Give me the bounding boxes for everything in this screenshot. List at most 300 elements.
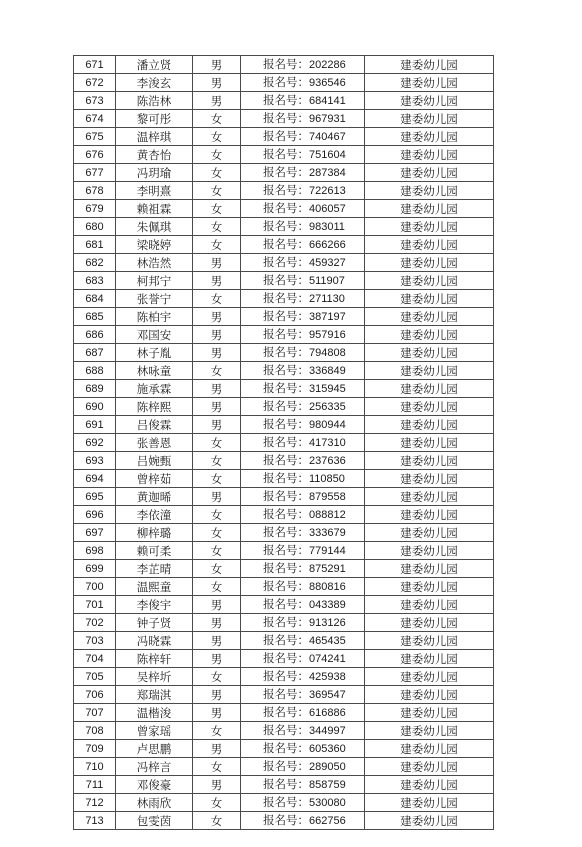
registration-label: 报名号：: [263, 795, 309, 809]
table-row: [74, 128, 494, 146]
registration-cell: [241, 146, 365, 164]
registration-label: 报名号：: [263, 705, 309, 719]
school-cell: 建委幼儿园: [365, 128, 494, 146]
student-name-cell: 温熙童: [116, 578, 193, 596]
registration-cell: [241, 722, 365, 740]
student-name-cell: 曾家瑶: [116, 722, 193, 740]
gender-cell: 女: [193, 758, 241, 776]
row-number-cell: 696: [74, 506, 116, 524]
row-number-cell: 712: [74, 794, 116, 812]
registration-cell: [241, 506, 365, 524]
registration-label: 报名号：: [263, 111, 309, 125]
table-row: [74, 722, 494, 740]
row-number-cell: 690: [74, 398, 116, 416]
school-cell: 建委幼儿园: [365, 758, 494, 776]
registration-label: 报名号：: [263, 561, 309, 575]
registration-label: 报名号：: [263, 129, 309, 143]
registration-label: 报名号：: [263, 93, 309, 107]
gender-cell: 女: [193, 542, 241, 560]
student-name-cell: 林雨欣: [116, 794, 193, 812]
registration-cell: [241, 524, 365, 542]
row-number-cell: 691: [74, 416, 116, 434]
school-cell: 建委幼儿园: [365, 722, 494, 740]
gender-cell: 女: [193, 290, 241, 308]
registration-cell: [241, 578, 365, 596]
registration-cell: [241, 704, 365, 722]
gender-cell: 女: [193, 470, 241, 488]
table-row: [74, 740, 494, 758]
registration-cell: [241, 740, 365, 758]
school-cell: 建委幼儿园: [365, 434, 494, 452]
registration-label: 报名号：: [263, 723, 309, 737]
registration-number: 333679: [309, 527, 346, 539]
table-row: [74, 290, 494, 308]
registration-number: 880816: [309, 581, 346, 593]
registration-number: 315945: [309, 383, 346, 395]
gender-cell: 男: [193, 614, 241, 632]
table-row: [74, 668, 494, 686]
gender-cell: 男: [193, 686, 241, 704]
registration-number: 043389: [309, 599, 346, 611]
registration-label: 报名号：: [263, 759, 309, 773]
gender-cell: 女: [193, 164, 241, 182]
student-name-cell: 郑瑞淇: [116, 686, 193, 704]
row-number-cell: 692: [74, 434, 116, 452]
gender-cell: 男: [193, 632, 241, 650]
student-name-cell: 曾梓茹: [116, 470, 193, 488]
registration-label: 报名号：: [263, 399, 309, 413]
table-row: [74, 74, 494, 92]
table-row: [74, 524, 494, 542]
registration-label: 报名号：: [263, 687, 309, 701]
school-cell: 建委幼儿园: [365, 164, 494, 182]
school-cell: 建委幼儿园: [365, 146, 494, 164]
gender-cell: 男: [193, 56, 241, 74]
registration-number: 289050: [309, 761, 346, 773]
registration-cell: [241, 92, 365, 110]
registration-cell: [241, 326, 365, 344]
registration-label: 报名号：: [263, 777, 309, 791]
row-number-cell: 682: [74, 254, 116, 272]
table-row: [74, 578, 494, 596]
registration-number: 074241: [309, 653, 346, 665]
registration-cell: [241, 254, 365, 272]
school-cell: 建委幼儿园: [365, 488, 494, 506]
table-row: [74, 416, 494, 434]
registration-cell: [241, 542, 365, 560]
registration-number: 879558: [309, 491, 346, 503]
registration-number: 459327: [309, 257, 346, 269]
row-number-cell: 675: [74, 128, 116, 146]
school-cell: 建委幼儿园: [365, 416, 494, 434]
registration-number: 237636: [309, 455, 346, 467]
school-cell: 建委幼儿园: [365, 668, 494, 686]
table-row: [74, 776, 494, 794]
row-number-cell: 702: [74, 614, 116, 632]
table-row: [74, 362, 494, 380]
student-name-cell: 朱佩琪: [116, 218, 193, 236]
registration-label: 报名号：: [263, 453, 309, 467]
row-number-cell: 674: [74, 110, 116, 128]
registration-label: 报名号：: [263, 219, 309, 233]
gender-cell: 男: [193, 344, 241, 362]
registration-cell: [241, 56, 365, 74]
gender-cell: 女: [193, 506, 241, 524]
registration-label: 报名号：: [263, 291, 309, 305]
registration-number: 957916: [309, 329, 346, 341]
student-name-cell: 钟子贤: [116, 614, 193, 632]
registration-label: 报名号：: [263, 525, 309, 539]
registration-number: 980944: [309, 419, 346, 431]
registration-number: 417310: [309, 437, 346, 449]
student-name-cell: 赖可柔: [116, 542, 193, 560]
row-number-cell: 688: [74, 362, 116, 380]
table-row: [74, 272, 494, 290]
registration-number: 511907: [309, 275, 345, 287]
gender-cell: 女: [193, 200, 241, 218]
school-cell: 建委幼儿园: [365, 614, 494, 632]
registration-label: 报名号：: [263, 147, 309, 161]
registration-cell: [241, 128, 365, 146]
table-row: [74, 254, 494, 272]
gender-cell: 女: [193, 434, 241, 452]
registration-label: 报名号：: [263, 309, 309, 323]
school-cell: 建委幼儿园: [365, 452, 494, 470]
student-name-cell: 温楷浚: [116, 704, 193, 722]
registration-cell: [241, 470, 365, 488]
school-cell: 建委幼儿园: [365, 218, 494, 236]
roster-table: [73, 55, 494, 830]
registration-number: 913126: [309, 617, 346, 629]
row-number-cell: 683: [74, 272, 116, 290]
table-row: [74, 92, 494, 110]
table-row: [74, 650, 494, 668]
table-row: [74, 218, 494, 236]
registration-number: 425938: [309, 671, 346, 683]
registration-cell: [241, 596, 365, 614]
gender-cell: 女: [193, 524, 241, 542]
registration-label: 报名号：: [263, 543, 309, 557]
school-cell: 建委幼儿园: [365, 812, 494, 830]
student-name-cell: 李依潼: [116, 506, 193, 524]
registration-number: 088812: [309, 509, 346, 521]
student-name-cell: 柯邦宁: [116, 272, 193, 290]
table-row: [74, 398, 494, 416]
registration-cell: [241, 344, 365, 362]
registration-number: 794808: [309, 347, 346, 359]
gender-cell: 男: [193, 416, 241, 434]
gender-cell: 男: [193, 398, 241, 416]
registration-label: 报名号：: [263, 615, 309, 629]
registration-number: 936546: [309, 77, 346, 89]
registration-cell: [241, 632, 365, 650]
row-number-cell: 680: [74, 218, 116, 236]
registration-number: 858759: [309, 779, 346, 791]
gender-cell: 女: [193, 218, 241, 236]
student-name-cell: 柳梓璐: [116, 524, 193, 542]
registration-number: 271130: [309, 293, 345, 305]
registration-label: 报名号：: [263, 507, 309, 521]
registration-label: 报名号：: [263, 813, 309, 827]
school-cell: 建委幼儿园: [365, 74, 494, 92]
registration-label: 报名号：: [263, 255, 309, 269]
registration-cell: [241, 380, 365, 398]
gender-cell: 男: [193, 488, 241, 506]
registration-cell: [241, 182, 365, 200]
table-row: [74, 200, 494, 218]
gender-cell: 男: [193, 704, 241, 722]
row-number-cell: 704: [74, 650, 116, 668]
registration-cell: [241, 308, 365, 326]
registration-cell: [241, 794, 365, 812]
school-cell: 建委幼儿园: [365, 740, 494, 758]
row-number-cell: 671: [74, 56, 116, 74]
row-number-cell: 694: [74, 470, 116, 488]
row-number-cell: 673: [74, 92, 116, 110]
registration-number: 530080: [309, 797, 346, 809]
student-name-cell: 陈浩林: [116, 92, 193, 110]
student-name-cell: 包雯茵: [116, 812, 193, 830]
school-cell: 建委幼儿园: [365, 290, 494, 308]
school-cell: 建委幼儿园: [365, 254, 494, 272]
row-number-cell: 701: [74, 596, 116, 614]
registration-cell: [241, 218, 365, 236]
school-cell: 建委幼儿园: [365, 560, 494, 578]
school-cell: 建委幼儿园: [365, 650, 494, 668]
student-name-cell: 吕俊霖: [116, 416, 193, 434]
gender-cell: 女: [193, 236, 241, 254]
student-name-cell: 吕婉甄: [116, 452, 193, 470]
school-cell: 建委幼儿园: [365, 182, 494, 200]
registration-label: 报名号：: [263, 75, 309, 89]
row-number-cell: 672: [74, 74, 116, 92]
registration-label: 报名号：: [263, 165, 309, 179]
student-name-cell: 潘立贤: [116, 56, 193, 74]
school-cell: 建委幼儿园: [365, 236, 494, 254]
gender-cell: 女: [193, 812, 241, 830]
school-cell: 建委幼儿园: [365, 56, 494, 74]
row-number-cell: 700: [74, 578, 116, 596]
table-row: [74, 146, 494, 164]
registration-cell: [241, 812, 365, 830]
student-name-cell: 邓俊豪: [116, 776, 193, 794]
gender-cell: 男: [193, 272, 241, 290]
school-cell: 建委幼儿园: [365, 794, 494, 812]
registration-label: 报名号：: [263, 327, 309, 341]
registration-label: 报名号：: [263, 201, 309, 215]
registration-number: 779144: [309, 545, 346, 557]
school-cell: 建委幼儿园: [365, 92, 494, 110]
student-name-cell: 黄杏怡: [116, 146, 193, 164]
row-number-cell: 695: [74, 488, 116, 506]
row-number-cell: 711: [74, 776, 116, 794]
row-number-cell: 710: [74, 758, 116, 776]
student-name-cell: 陈柏宇: [116, 308, 193, 326]
student-name-cell: 冯梓言: [116, 758, 193, 776]
table-row: [74, 686, 494, 704]
student-name-cell: 冯晓霖: [116, 632, 193, 650]
registration-number: 722613: [309, 185, 346, 197]
gender-cell: 女: [193, 722, 241, 740]
table-row: [74, 812, 494, 830]
registration-label: 报名号：: [263, 597, 309, 611]
registration-number: 287384: [309, 167, 346, 179]
gender-cell: 男: [193, 74, 241, 92]
table-row: [74, 632, 494, 650]
student-name-cell: 温梓琪: [116, 128, 193, 146]
table-row: [74, 560, 494, 578]
table-row: [74, 344, 494, 362]
row-number-cell: 679: [74, 200, 116, 218]
registration-number: 662756: [309, 815, 346, 827]
registration-cell: [241, 272, 365, 290]
gender-cell: 男: [193, 650, 241, 668]
row-number-cell: 685: [74, 308, 116, 326]
gender-cell: 男: [193, 92, 241, 110]
gender-cell: 男: [193, 596, 241, 614]
school-cell: 建委幼儿园: [365, 686, 494, 704]
roster-body: [74, 56, 494, 830]
table-row: [74, 794, 494, 812]
gender-cell: 女: [193, 128, 241, 146]
school-cell: 建委幼儿园: [365, 380, 494, 398]
registration-number: 256335: [309, 401, 346, 413]
student-name-cell: 黄迦晞: [116, 488, 193, 506]
row-number-cell: 709: [74, 740, 116, 758]
table-row: [74, 596, 494, 614]
registration-label: 报名号：: [263, 669, 309, 683]
student-name-cell: 梁晓婷: [116, 236, 193, 254]
student-name-cell: 李浚玄: [116, 74, 193, 92]
table-row: [74, 110, 494, 128]
table-row: [74, 704, 494, 722]
student-name-cell: 施承霖: [116, 380, 193, 398]
registration-label: 报名号：: [263, 471, 309, 485]
gender-cell: 女: [193, 182, 241, 200]
school-cell: 建委幼儿园: [365, 506, 494, 524]
registration-number: 684141: [309, 95, 346, 107]
registration-label: 报名号：: [263, 273, 309, 287]
student-name-cell: 邓国安: [116, 326, 193, 344]
registration-cell: [241, 560, 365, 578]
school-cell: 建委幼儿园: [365, 398, 494, 416]
registration-cell: [241, 110, 365, 128]
row-number-cell: 698: [74, 542, 116, 560]
table-row: [74, 56, 494, 74]
registration-label: 报名号：: [263, 57, 309, 71]
table-row: [74, 434, 494, 452]
school-cell: 建委幼儿园: [365, 776, 494, 794]
registration-cell: [241, 668, 365, 686]
school-cell: 建委幼儿园: [365, 542, 494, 560]
school-cell: 建委幼儿园: [365, 632, 494, 650]
gender-cell: 男: [193, 776, 241, 794]
school-cell: 建委幼儿园: [365, 272, 494, 290]
registration-cell: [241, 686, 365, 704]
table-row: [74, 182, 494, 200]
registration-label: 报名号：: [263, 183, 309, 197]
row-number-cell: 699: [74, 560, 116, 578]
student-name-cell: 吴梓圻: [116, 668, 193, 686]
row-number-cell: 713: [74, 812, 116, 830]
student-name-cell: 冯玥瑜: [116, 164, 193, 182]
registration-cell: [241, 362, 365, 380]
school-cell: 建委幼儿园: [365, 578, 494, 596]
student-name-cell: 陈梓熙: [116, 398, 193, 416]
registration-cell: [241, 290, 365, 308]
registration-label: 报名号：: [263, 489, 309, 503]
registration-number: 616886: [309, 707, 346, 719]
school-cell: 建委幼儿园: [365, 362, 494, 380]
student-name-cell: 张善恩: [116, 434, 193, 452]
registration-cell: [241, 758, 365, 776]
row-number-cell: 708: [74, 722, 116, 740]
table-row: [74, 758, 494, 776]
student-name-cell: 黎可彤: [116, 110, 193, 128]
school-cell: 建委幼儿园: [365, 704, 494, 722]
gender-cell: 女: [193, 794, 241, 812]
row-number-cell: 706: [74, 686, 116, 704]
gender-cell: 女: [193, 110, 241, 128]
student-name-cell: 李俊宇: [116, 596, 193, 614]
student-name-cell: 李明熹: [116, 182, 193, 200]
school-cell: 建委幼儿园: [365, 524, 494, 542]
gender-cell: 男: [193, 308, 241, 326]
registration-number: 406057: [309, 203, 346, 215]
registration-cell: [241, 650, 365, 668]
registration-number: 336849: [309, 365, 346, 377]
row-number-cell: 707: [74, 704, 116, 722]
table-row: [74, 452, 494, 470]
registration-cell: [241, 776, 365, 794]
student-name-cell: 赖祖霖: [116, 200, 193, 218]
school-cell: 建委幼儿园: [365, 344, 494, 362]
student-name-cell: 陈梓轩: [116, 650, 193, 668]
school-cell: 建委幼儿园: [365, 326, 494, 344]
table-row: [74, 380, 494, 398]
row-number-cell: 677: [74, 164, 116, 182]
registration-number: 465435: [309, 635, 346, 647]
table-row: [74, 236, 494, 254]
row-number-cell: 693: [74, 452, 116, 470]
row-number-cell: 697: [74, 524, 116, 542]
registration-number: 967931: [309, 113, 346, 125]
registration-label: 报名号：: [263, 417, 309, 431]
table-row: [74, 614, 494, 632]
table-row: [74, 470, 494, 488]
row-number-cell: 678: [74, 182, 116, 200]
school-cell: 建委幼儿园: [365, 308, 494, 326]
gender-cell: 男: [193, 380, 241, 398]
registration-cell: [241, 164, 365, 182]
registration-label: 报名号：: [263, 741, 309, 755]
gender-cell: 女: [193, 578, 241, 596]
row-number-cell: 686: [74, 326, 116, 344]
gender-cell: 女: [193, 560, 241, 578]
registration-label: 报名号：: [263, 435, 309, 449]
table-row: [74, 308, 494, 326]
registration-cell: [241, 488, 365, 506]
registration-label: 报名号：: [263, 345, 309, 359]
school-cell: 建委幼儿园: [365, 470, 494, 488]
registration-cell: [241, 236, 365, 254]
table-row: [74, 488, 494, 506]
row-number-cell: 705: [74, 668, 116, 686]
registration-cell: [241, 398, 365, 416]
row-number-cell: 684: [74, 290, 116, 308]
table-row: [74, 326, 494, 344]
registration-number: 369547: [309, 689, 346, 701]
